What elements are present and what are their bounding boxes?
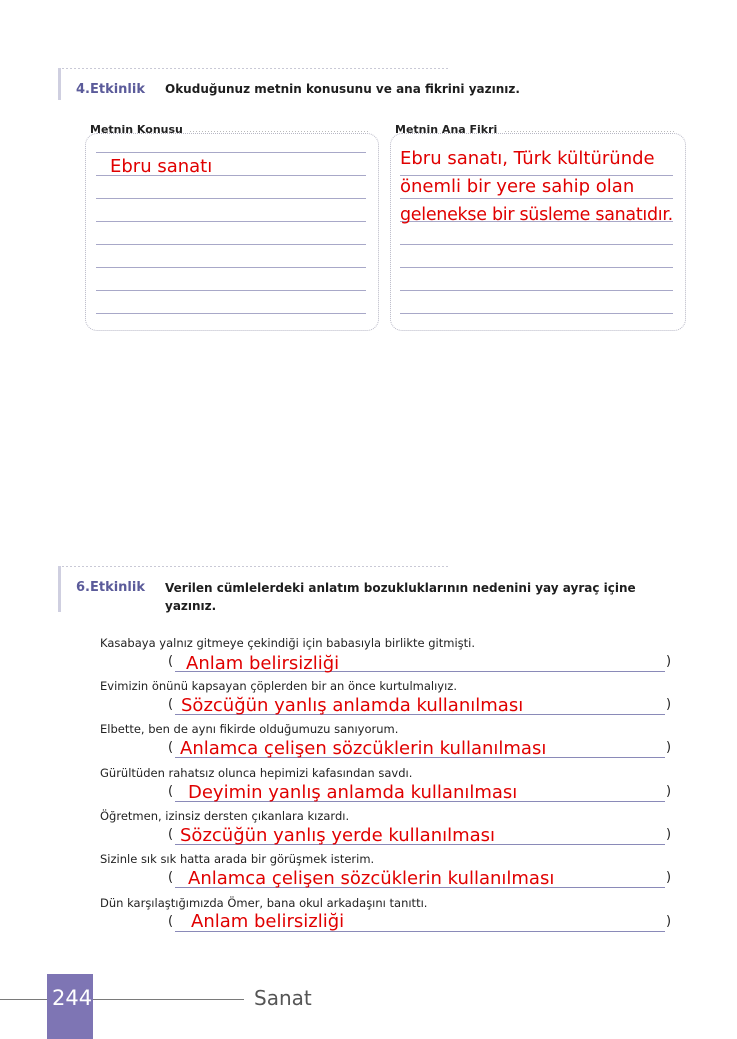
sentence-6: Sizinle sık sık hatta arada bir görüşmek isterim. (100, 852, 375, 866)
close-paren: ) (666, 654, 672, 669)
activity4-top-rule (58, 68, 448, 69)
answer-6: Anlamca çelişen sözcüklerin kullanılması (188, 868, 555, 889)
answer-5: Sözcüğün yanlış yerde kullanılması (180, 825, 496, 846)
main-idea-answer-line1: Ebru sanatı, Türk kültüründe (400, 148, 655, 169)
sentence-1: Kasabaya yalnız gitmeye çekindiği için babasıyla birlikte gitmişti. (100, 636, 476, 650)
close-paren: ) (666, 784, 672, 799)
sentence-4: Gürültüden rahatsız olunca hepimizi kafasından savdı. (100, 766, 413, 780)
open-paren: ( (168, 697, 174, 712)
main-idea-line (400, 313, 673, 314)
activity6-label: 6.Etkinlik (76, 580, 145, 595)
main-idea-answer-line2: önemli bir yere sahip olan (400, 176, 635, 197)
close-paren: ) (666, 740, 672, 755)
topic-line (96, 244, 366, 245)
topic-box-title: Metnin Konusu (90, 123, 183, 136)
close-paren: ) (666, 827, 672, 842)
footer-rule (0, 999, 244, 1000)
activity6-instruction-line2: yazınız. (165, 599, 217, 613)
activity6-side-rule (58, 566, 61, 612)
topic-line (96, 313, 366, 314)
close-paren: ) (666, 914, 672, 929)
topic-line (96, 198, 366, 199)
main-idea-box-title-dots (505, 131, 675, 132)
close-paren: ) (666, 697, 672, 712)
topic-line (96, 290, 366, 291)
activity4-instruction: Okuduğunuz metnin konusunu ve ana fikrini yazınız. (165, 82, 520, 96)
answer-3: Anlamca çelişen sözcüklerin kullanılması (180, 738, 547, 759)
activity6-top-rule (58, 566, 448, 567)
topic-line (96, 221, 366, 222)
open-paren: ( (168, 654, 174, 669)
open-paren: ( (168, 870, 174, 885)
main-idea-line (400, 244, 673, 245)
main-idea-line (400, 290, 673, 291)
activity4-side-rule (58, 68, 61, 100)
answer-7: Anlam belirsizliği (191, 911, 345, 932)
topic-box-title-dots (190, 131, 370, 132)
sentence-3: Elbette, ben de aynı fikirde olduğumuzu sanıyorum. (100, 722, 399, 736)
topic-answer: Ebru sanatı (110, 156, 213, 177)
activity4-label: 4.Etkinlik (76, 82, 145, 97)
sentence-7: Dün karşılaştığımızda Ömer, bana okul arkadaşını tanıttı. (100, 896, 428, 910)
open-paren: ( (168, 827, 174, 842)
open-paren: ( (168, 784, 174, 799)
close-paren: ) (666, 870, 672, 885)
open-paren: ( (168, 740, 174, 755)
answer-1: Anlam belirsizliği (186, 653, 340, 674)
page-number: 244 (52, 986, 93, 1010)
main-idea-answer-line3: gelenekse bir süsleme sanatıdır. (400, 205, 673, 225)
topic-line (96, 267, 366, 268)
answer-4: Deyimin yanlış anlamda kullanılması (188, 782, 518, 803)
main-idea-line (400, 267, 673, 268)
activity6-instruction-line1: Verilen cümlelerdeki anlatım bozukluklarının nedenini yay ayraç içine (165, 581, 636, 595)
answer-2: Sözcüğün yanlış anlamda kullanılması (181, 695, 524, 716)
sentence-5: Öğretmen, izinsiz dersten çıkanlara kızardı. (100, 809, 350, 823)
section-title: Sanat (254, 986, 312, 1010)
sentence-2: Evimizin önünü kapsayan çöplerden bir an önce kurtulmalıyız. (100, 679, 457, 693)
main-idea-box-title: Metnin Ana Fikri (395, 123, 498, 136)
open-paren: ( (168, 914, 174, 929)
